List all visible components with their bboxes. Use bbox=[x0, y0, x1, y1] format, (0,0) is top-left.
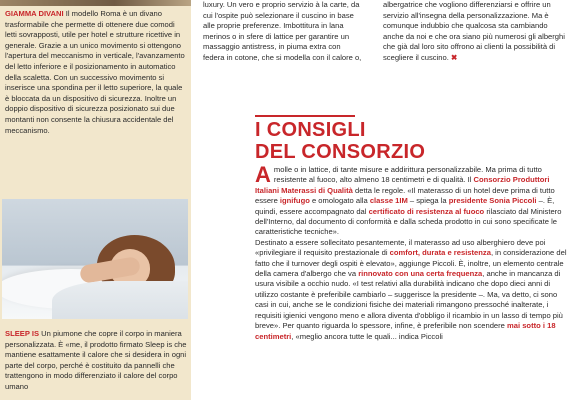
highlight-run: ignifugo bbox=[279, 196, 310, 206]
highlight-run: presidente Sonia Piccoli bbox=[448, 196, 537, 206]
text-run: –. È, quindi, essere accompagnato dal bbox=[255, 196, 555, 216]
sidebar-text: Il modello Roma è un divano trasformabile che permette di ottenere due comodi letti sovrapposti, utile per hotel e strutture ricettive in generale. Grazie a un unico movimento si ottengono l'apertura del meccanismo in verticale, l'avanzamento del letto inferiore e il posizionamento in automatico della scaletta. Con un successivo movimento si inserisce una spondina per il letto superiore, la quale è bloccata da un dispositivo di sicurezza. Inoltre un doppio dispositivo di sicurezza posizionato sui due montanti non consente la chiusura accidentale del meccanismo. bbox=[5, 9, 185, 135]
text-run: molle o in lattice, di tante misure e addirittura personalizzabile. Ma prima di tutto resistente al fuoco, alto almeno 18 centimetri e di qualità. Il bbox=[273, 165, 542, 185]
text-run: rilasciato dal Ministero dell'Interno, dal documento di conformità e dalla scheda prodotto in cui sono specificate le caratteristiche tecniche». bbox=[255, 206, 562, 237]
sidebar-text: Un piumone che copre il corpo in maniera personalizzata. È «me, il prodotto firmato Sleep is che mantiene esattamente il calore che si desidera in ogni parte del corpo, perché è costituito da pannelli che trattengono in modo differenziato il calore del corpo umano bbox=[5, 329, 187, 391]
text-run: detta le regole. «Il materasso di un hotel deve prima di tutto essere bbox=[255, 185, 555, 206]
highlight-run: certificato di resistenza al fuoco bbox=[368, 206, 485, 216]
column-middle-top bbox=[203, 0, 363, 64]
article-paragraph-2 bbox=[255, 238, 567, 342]
duvet-shape bbox=[52, 281, 188, 319]
text-run: , in considerazione del fatto che il turnover degli ospiti è elevato», aggiunge Piccoli. È, inoltre, un elemento centrale della camera d'albergo che va bbox=[255, 248, 567, 279]
heading-line-2: DEL CONSORZIO bbox=[255, 141, 426, 163]
sidebar-paragraph-sleepis bbox=[5, 329, 187, 393]
text-run: e omologato alla bbox=[309, 196, 370, 206]
highlight-run: classe 1IM bbox=[369, 196, 408, 206]
brand-label: SLEEP IS bbox=[5, 329, 40, 338]
highlight-run: comfort, durata e resistenza bbox=[389, 248, 491, 258]
sidebar-panel bbox=[0, 0, 191, 400]
end-mark-icon: ✖ bbox=[450, 52, 458, 62]
section-rule bbox=[255, 115, 355, 117]
column-text: albergatrice che vogliono differenziarsi e offrire un servizio all'insegna della personalizzazione. Ma è comunque indubbio che qualcosa sta cambiando anche da noi e che ora siano più numerosi gli alberghi che già dal loro sito offrono ai clienti la possibilità di scegliere il cuscino. bbox=[383, 0, 565, 62]
drop-cap: A bbox=[255, 162, 271, 187]
sidebar-paragraph-giamma bbox=[5, 9, 187, 136]
article-body bbox=[255, 162, 567, 342]
text-run: , anche in mancanza di usura visibile a occhio nudo. «I test relativi alla durabilità indicano che dopo dieci anni di utilizzo costante è preferibile cambiarlo – suggerisce la presidente –. Ma, va detto, ci sono casi in cui, anche se le condizioni fisiche dei materiali rimangono pressoché inalterate, i requisiti igienici vengono meno e allora diventa d'obbligo il ricambio in un lasso di tempo più breve». Per quanto riguarda lo spessore, infine, è preferibile non scendere bbox=[255, 269, 563, 331]
highlight-run: rinnovato con una certa frequenza bbox=[358, 269, 483, 279]
section-heading bbox=[255, 119, 555, 163]
text-run: – spiega la bbox=[407, 196, 449, 206]
brand-label: GIAMMA DIVANI bbox=[5, 9, 64, 18]
text-run: Destinato a essere sollecitato pesantemente, il materasso ad uso alberghiero deve poi «privilegiare il requisito prestazionale di bbox=[255, 237, 546, 258]
column-text: luxury. Un vero e proprio servizio à la carte, da cui l'ospite può selezionare il cuscino in base alle proprie preferenze. Imbottitura in lana merinos o in sfere di lattice per garantire un massaggio antistress, in piuma extra con federa in cotone, che si modella con il calore o, bbox=[203, 0, 362, 62]
top-photo-strip bbox=[0, 0, 191, 6]
text-run: , «meglio ancora tutte le quali... indica Piccoli bbox=[291, 331, 443, 341]
column-right-top bbox=[383, 0, 569, 64]
sleeping-woman-photo bbox=[2, 199, 188, 319]
highlight-run: mai sotto i 18 centimetri bbox=[255, 321, 556, 341]
highlight-run: Consorzio Produttori Italiani Materassi di Qualità bbox=[255, 175, 550, 195]
heading-line-1: I CONSIGLI bbox=[255, 119, 366, 141]
article-paragraph-1 bbox=[255, 162, 567, 238]
